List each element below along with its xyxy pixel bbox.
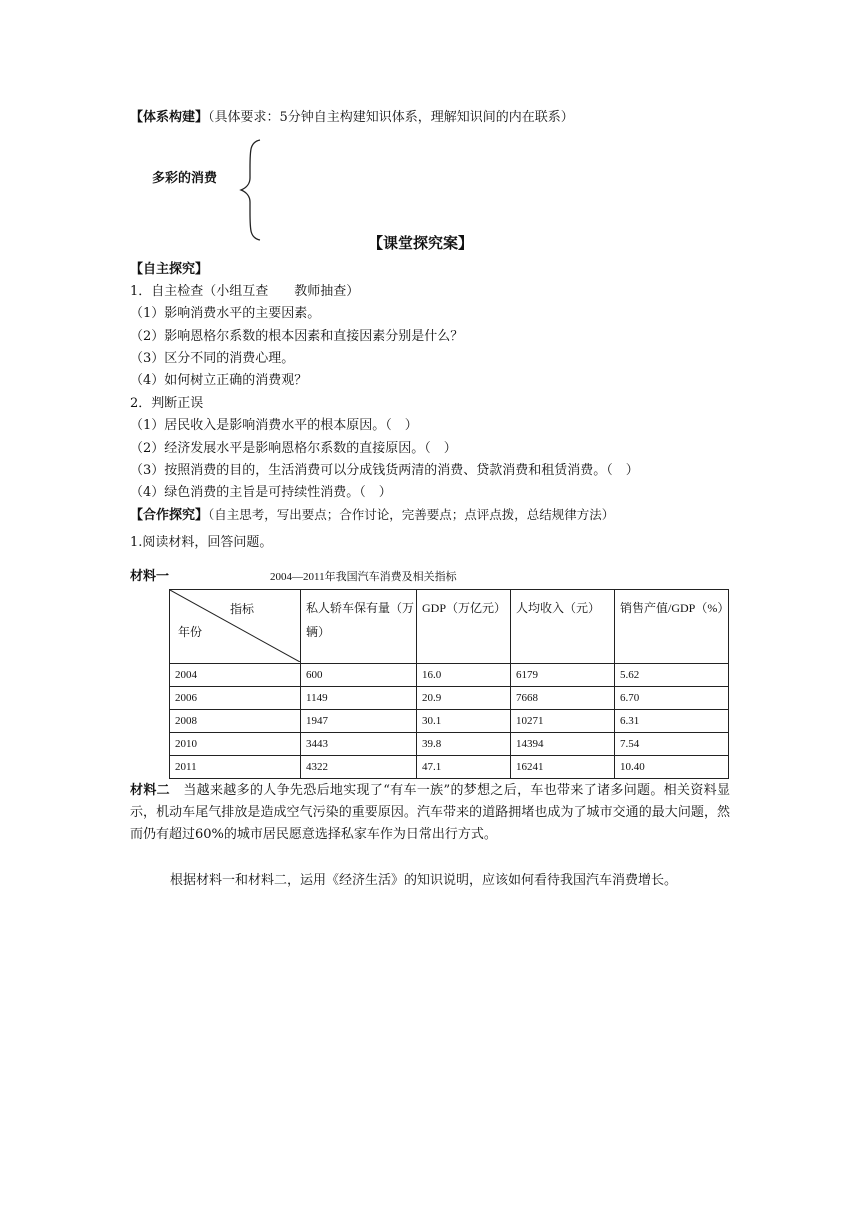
table-caption: 2004—2011年我国汽车消费及相关指标 [270,571,457,583]
question-prompt: 根据材料一和材料二，运用《经济生活》的知识说明，应该如何看待我国汽车消费增长。 [170,873,678,888]
table-cell: 6179 [511,664,615,687]
material2-paragraph [130,780,730,846]
table-cell: 600 [301,664,417,687]
judge-item: （1）居民收入是影响消费水平的根本原因。（ ） [130,418,418,433]
table-cell: 6.31 [615,710,729,733]
check-item: （2）影响恩格尔系数的根本因素和直接因素分别是什么？ [130,329,464,344]
header-indicator: 指标 [230,602,255,616]
check-item: （1）影响消费水平的主要因素。 [130,306,321,321]
table-cell: 14394 [511,733,615,756]
judge-title: 2．判断正误 [130,396,204,411]
table-cell: 2008 [170,710,301,733]
material1-label: 材料一 [130,569,170,584]
table-row [170,733,729,756]
judge-item: （4）绿色消费的主旨是可持续性消费。（ ） [130,485,392,500]
table-row [170,756,729,779]
table-cell: 10271 [511,710,615,733]
coop-note: （自主思考，写出要点；合作讨论，完善要点；点评点拨，总结规律方法） [208,507,615,522]
table-cell: 2011 [170,756,301,779]
table-header-cell: 私人轿车保有量（万辆） [301,590,417,664]
table-cell: 2004 [170,664,301,687]
table-row [170,710,729,733]
table-cell: 3443 [301,733,417,756]
table-cell: 20.9 [417,687,511,710]
table-cell: 5.62 [615,664,729,687]
question-1: 1.阅读材料，回答问题。 [130,535,273,550]
table-cell: 16.0 [417,664,511,687]
header-year: 年份 [178,625,203,639]
table-header-cell: 人均收入（元） [511,590,615,664]
table-cell: 30.1 [417,710,511,733]
check-item: （3）区分不同的消费心理。 [130,351,295,366]
table-header-cell: 销售产值/GDP（%） [615,590,729,664]
table-cell: 7668 [511,687,615,710]
check-title: 1．自主检查（小组互查 教师抽查） [130,284,360,299]
system-build-requirement: （具体要求：5分钟自主构建知识体系，理解知识间的内在联系） [208,110,574,125]
car-consumption-table [169,589,729,779]
table-row [170,664,729,687]
section-title: 【课堂探究案】 [368,234,474,252]
table-cell: 4322 [301,756,417,779]
table-header-row [170,590,729,664]
system-build-heading: 【体系构建】 [130,110,209,125]
table-cell: 1947 [301,710,417,733]
judge-item: （2）经济发展水平是影响恩格尔系数的直接原因。（ ） [130,441,457,456]
table-cell: 10.40 [615,756,729,779]
table-cell: 1149 [301,687,417,710]
check-item: （4）如何树立正确的消费观？ [130,373,308,388]
table-cell: 2010 [170,733,301,756]
table-cell: 2006 [170,687,301,710]
material2-text: 当越来越多的人争先恐后地实现了“有车一族”的梦想之后，车也带来了诸多问题。相关资料显示，机动车尾气排放是造成空气污染的重要原因。汽车带来的道路拥堵也成为了城市交通的最大问题，然而仍有超过60%的城市居民愿意选择私家车作为日常出行方式。 [130,783,730,842]
coop-heading: 【合作探究】 [130,508,209,523]
table-cell: 6.70 [615,687,729,710]
table-row [170,687,729,710]
table-header-cell: GDP（万亿元） [417,590,511,664]
system-build-line [130,106,574,125]
table-cell: 16241 [511,756,615,779]
table-cell: 47.1 [417,756,511,779]
judge-item: （3）按照消费的目的，生活消费可以分成钱货两清的消费、贷款消费和租赁消费。（ ） [130,463,639,478]
curly-brace-icon [238,138,262,242]
table-header-corner [170,590,301,664]
coop-line [130,504,614,523]
self-explore-heading: 【自主探究】 [130,262,209,277]
topic-label: 多彩的消费 [152,171,218,186]
material2-label: 材料二 [130,783,170,798]
table-cell: 39.8 [417,733,511,756]
table-cell: 7.54 [615,733,729,756]
